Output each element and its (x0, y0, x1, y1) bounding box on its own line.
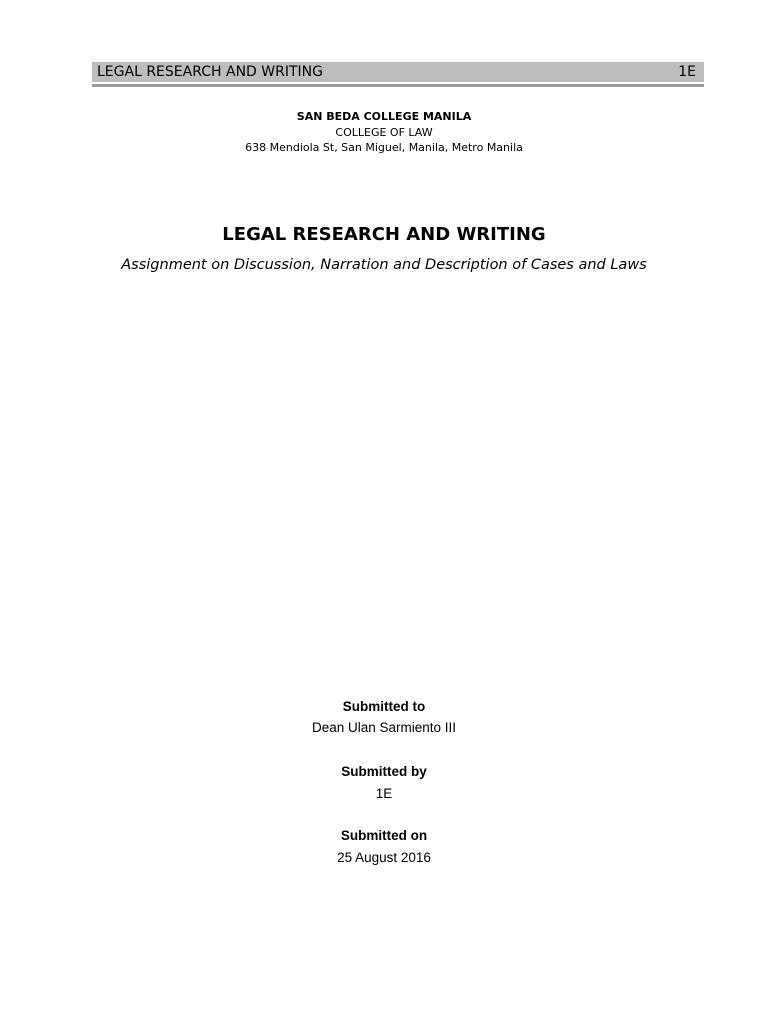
running-header-section: 1E (678, 64, 696, 80)
college-name: COLLEGE OF LAW (335, 126, 433, 139)
submitted-by-value: 1E (375, 786, 393, 801)
header-rule (92, 84, 704, 87)
submitted-on-label: Submitted on (340, 828, 428, 843)
submitted-by-label: Submitted by (341, 764, 427, 779)
submitted-on-value: 25 August 2016 (337, 850, 431, 865)
document-title: LEGAL RESEARCH AND WRITING (222, 224, 546, 245)
institution-address: 638 Mendiola St, San Miguel, Manila, Metro Manila (245, 141, 523, 154)
document-subtitle: Assignment on Discussion, Narration and Description of Cases and Laws (121, 257, 647, 273)
submitted-to-value: Dean Ulan Sarmiento III (311, 720, 457, 735)
institution-name: SAN BEDA COLLEGE MANILA (296, 110, 472, 123)
submitted-to-label: Submitted to (342, 699, 426, 714)
running-header-title: LEGAL RESEARCH AND WRITING (97, 64, 323, 80)
